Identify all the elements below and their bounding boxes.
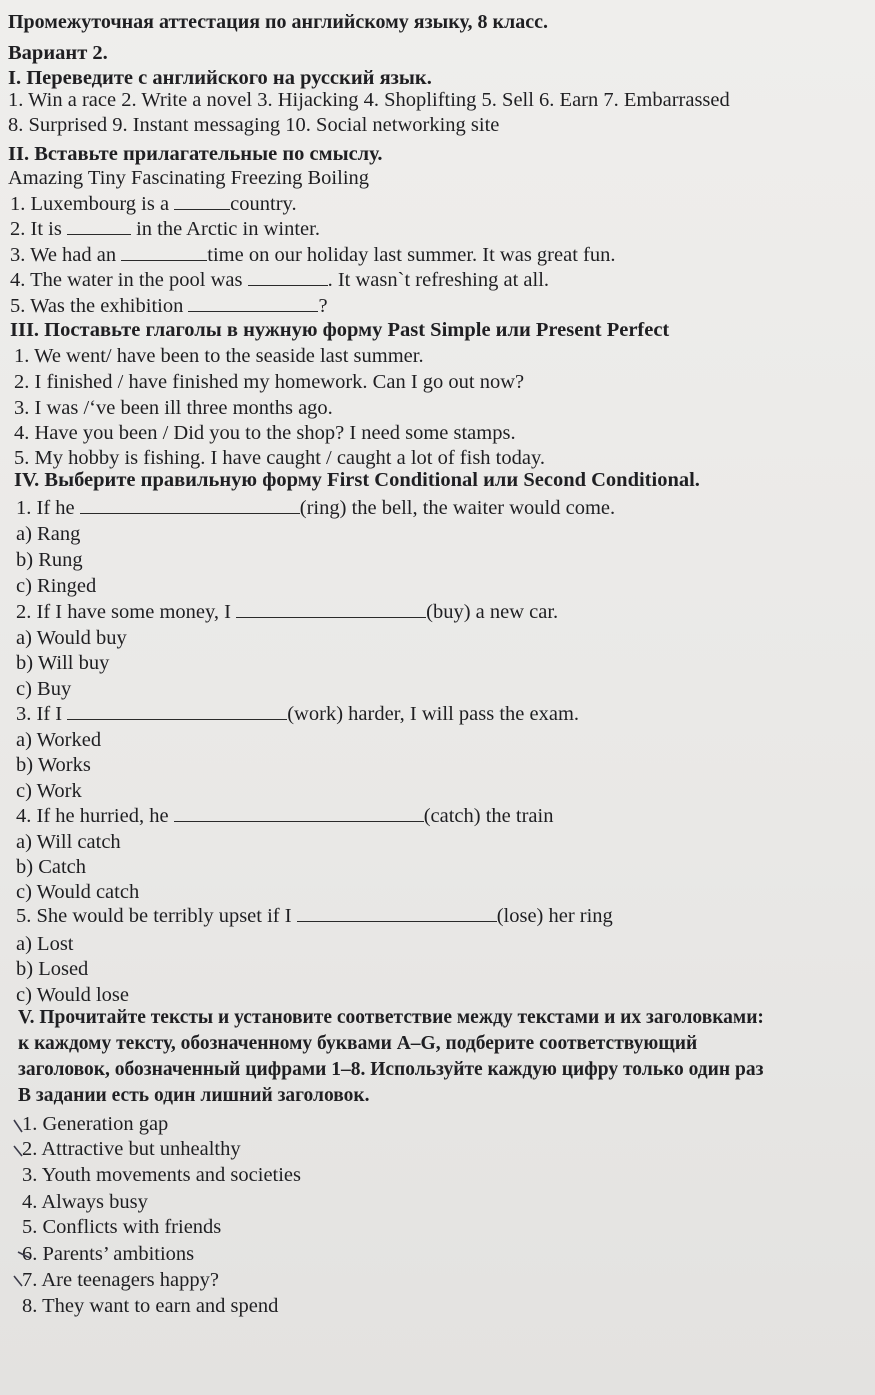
conditional-question-3 [16, 702, 579, 726]
fill-item-text: 2. It is [10, 218, 67, 240]
section-5-heading-line-4: В задании есть один лишний заголовок. [18, 1085, 370, 1106]
conditional-question-1 [16, 496, 615, 520]
tense-item-3: 3. I was /‘ve been ill three months ago. [14, 397, 333, 419]
question-text: 2. If I have some money, I [16, 601, 237, 623]
heading-option-6: 6. Parents’ ambitions [22, 1243, 195, 1265]
answer-blank[interactable] [121, 244, 207, 261]
answer-blank[interactable] [174, 805, 424, 822]
fill-item-text: 4. The water in the pool was [10, 269, 248, 291]
answer-blank[interactable] [236, 601, 426, 618]
page-title: Промежуточная аттестация по английскому языку, 8 класс. [8, 11, 548, 33]
option-3b[interactable]: b) Works [16, 754, 91, 776]
tense-item-1: 1. We went/ have been to the seaside last summer. [14, 345, 424, 367]
fill-item-text: country. [230, 193, 297, 215]
fill-item-text: 3. We had an [10, 244, 122, 266]
heading-option-1: 1. Generation gap [22, 1113, 169, 1135]
option-5b[interactable]: b) Losed [16, 958, 89, 980]
fill-item-text: in the Arctic in winter. [130, 218, 320, 240]
conditional-question-4 [16, 804, 553, 828]
fill-item-4 [10, 268, 549, 292]
answer-blank[interactable] [297, 905, 497, 922]
fill-item-text: 1. Luxembourg is a [10, 193, 175, 215]
question-text: 3. If I [16, 703, 68, 725]
section-1-line-1: 1. Win a race 2. Write a novel 3. Hijacking 4. Shoplifting 5. Sell 6. Earn 7. Embarrassed [8, 89, 730, 111]
fill-item-text: time on our holiday last summer. It was great fun. [207, 244, 616, 266]
option-5a[interactable]: a) Lost [16, 933, 74, 955]
heading-option-2: 2. Attractive but unhealthy [22, 1138, 241, 1160]
question-text: (work) harder, I will pass the exam. [287, 703, 580, 725]
tick-mark-2 [14, 1146, 22, 1156]
tense-item-5: 5. My hobby is fishing. I have caught / caught a lot of fish today. [14, 447, 546, 469]
section-5-heading-line-3: заголовок, обозначенный цифрами 1–8. Используйте каждую цифру только один раз [18, 1059, 764, 1080]
option-2c[interactable]: c) Buy [16, 678, 72, 700]
question-text: 5. She would be terribly upset if I [16, 905, 297, 927]
answer-blank[interactable] [188, 295, 318, 312]
option-5c[interactable]: c) Would lose [16, 984, 129, 1006]
heading-option-3: 3. Youth movements and societies [22, 1164, 302, 1186]
option-4b[interactable]: b) Catch [16, 856, 87, 878]
tick-mark-7 [14, 1276, 22, 1286]
question-text: (lose) her ring [496, 905, 613, 927]
heading-option-4: 4. Always busy [22, 1191, 148, 1213]
option-1b[interactable]: b) Rung [16, 549, 83, 571]
fill-item-2 [10, 217, 320, 241]
option-1c[interactable]: c) Ringed [16, 575, 97, 597]
option-1a[interactable]: a) Rang [16, 523, 81, 545]
answer-blank[interactable] [80, 497, 300, 514]
question-text: (catch) the train [423, 805, 554, 827]
fill-item-text: 5. Was the exhibition [10, 295, 189, 317]
option-3a[interactable]: a) Worked [16, 729, 102, 751]
question-text: 1. If he [16, 497, 80, 519]
option-4a[interactable]: a) Will catch [16, 831, 121, 853]
heading-option-7: 7. Are teenagers happy? [22, 1269, 219, 1291]
fill-item-text: ? [318, 295, 328, 317]
option-2a[interactable]: a) Would buy [16, 627, 127, 649]
section-1-heading: I. Переведите с английского на русский язык. [8, 67, 432, 89]
pen-tick-marks [0, 1110, 40, 1290]
tick-mark-1 [14, 1120, 22, 1132]
section-3-heading: III. Поставьте глаголы в нужную форму Past Simple или Present Perfect [10, 319, 670, 341]
fill-item-1 [10, 192, 297, 216]
section-2-heading: II. Вставьте прилагательные по смыслу. [8, 143, 383, 165]
fill-item-3 [10, 243, 615, 267]
section-4-heading: IV. Выберите правильную форму First Conditional или Second Conditional. [14, 469, 700, 491]
option-4c[interactable]: c) Would catch [16, 881, 140, 903]
variant-label: Вариант 2. [8, 42, 108, 64]
word-bank: Amazing Tiny Fascinating Freezing Boiling [8, 167, 370, 189]
answer-blank[interactable] [174, 193, 230, 210]
heading-option-8: 8. They want to earn and spend [22, 1295, 279, 1317]
section-5-heading-line-1: V. Прочитайте тексты и установите соответствие между текстами и их заголовками: [18, 1007, 764, 1028]
option-3c[interactable]: c) Work [16, 780, 82, 802]
question-text: (ring) the bell, the waiter would come. [299, 497, 616, 519]
answer-blank[interactable] [67, 703, 287, 720]
section-5-heading-line-2: к каждому тексту, обозначенному буквами A–G, подберите соответствующий [18, 1033, 698, 1054]
conditional-question-2 [16, 600, 558, 624]
section-1-line-2: 8. Surprised 9. Instant messaging 10. Social networking site [8, 114, 500, 136]
question-text: 4. If he hurried, he [16, 805, 174, 827]
heading-option-5: 5. Conflicts with friends [22, 1216, 222, 1238]
fill-item-5 [10, 294, 328, 318]
conditional-question-5 [16, 904, 613, 928]
question-text: (buy) a new car. [426, 601, 559, 623]
answer-blank[interactable] [67, 218, 131, 235]
fill-item-text: . It wasn`t refreshing at all. [327, 269, 550, 291]
answer-blank[interactable] [248, 269, 328, 286]
tense-item-2: 2. I finished / have finished my homework. Can I go out now? [14, 371, 525, 393]
option-2b[interactable]: b) Will buy [16, 652, 110, 674]
tense-item-4: 4. Have you been / Did you to the shop? I need some stamps. [14, 422, 516, 444]
tick-mark-6 [18, 1252, 30, 1258]
